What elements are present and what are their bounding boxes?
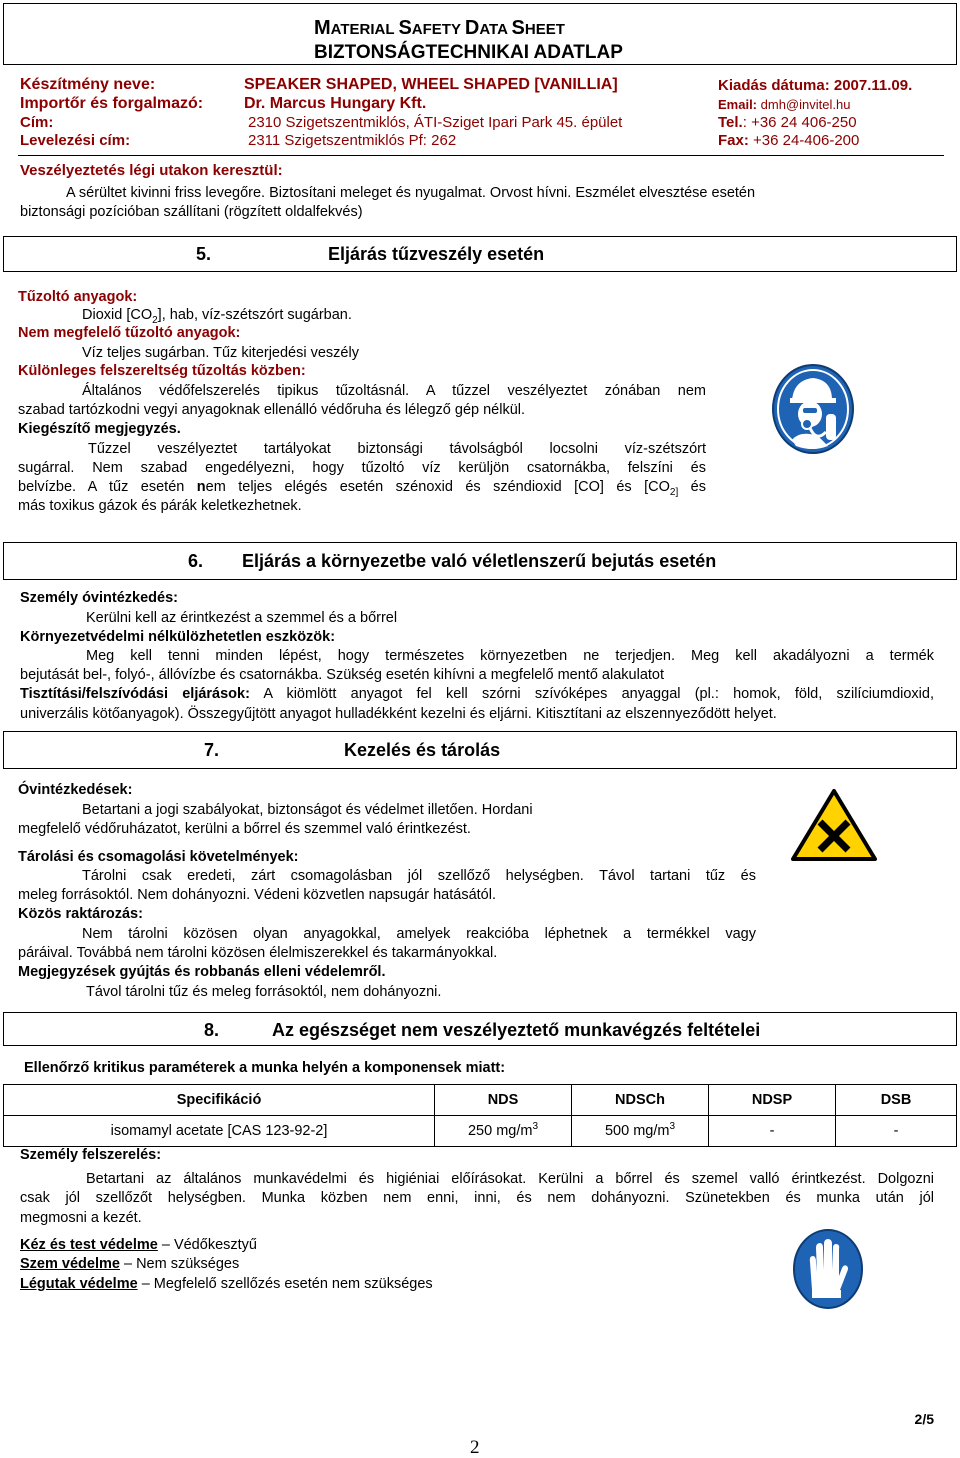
section-7-number: 7. [204, 740, 220, 760]
table-cell-ndsp: - [709, 1116, 836, 1147]
section-6-title: Eljárás a környezetbe való véletlenszerű bejutás esetén [242, 551, 717, 571]
table-header-cell: Specifikáció [4, 1085, 435, 1116]
gloves-mandatory-icon [792, 1228, 864, 1310]
document-title-box [3, 3, 957, 65]
unsuitable-text: Víz teljes sugárban. Tűz kiterjedési veszély [82, 345, 359, 361]
special-equipment-label: Különleges felszereltség tűzoltás közben: [18, 363, 306, 379]
mail-address-label: Levelezési cím: [20, 132, 131, 149]
joint-storage-text-2: páráival. Továbbá nem tárolni közösen élelmiszerekkel és takarmányokkal. [18, 945, 498, 961]
telephone: Tel.: +36 24 406-250 [718, 114, 857, 131]
product-label: Készítmény neve: [20, 76, 156, 93]
document-subtitle: BIZTONSÁGTECHNIKAI ADATLAP [314, 42, 623, 63]
footer-page-number: 2 [470, 1437, 480, 1458]
mail-address-value: 2311 Szigetszentmiklós Pf: 262 [248, 132, 457, 149]
precautions-text-2: megfelelő védőruházatot, kerülni a bőrrel és szemmel való érintkezést. [18, 821, 471, 837]
table-cell-nds: 250 $mg/m^3$ [435, 1116, 572, 1147]
table-header-cell: NDS [435, 1085, 572, 1116]
table-header-row [4, 1085, 957, 1116]
respirator-mandatory-icon [770, 362, 856, 456]
importer-label: Importőr és forgalmazó: [20, 95, 204, 112]
eye-protection: Szem védelme – Nem szükséges [20, 1256, 240, 1272]
control-parameters-label: Ellenőrző kritikus paraméterek a munka helyén a komponensek miatt: [24, 1060, 506, 1076]
respiratory-protection: Légutak védelme – Megfelelő szellőzés esetén nem szükséges [20, 1276, 433, 1292]
additional-note-text-3: belvízbe. A tűz esetén nem teljes elégés esetén szénoxid és széndioxid [CO] és [$CO_{2]}$ és [18, 479, 706, 498]
air-text-2: biztonsági pozícióban szállítani (rögzített oldalfekvés) [20, 204, 363, 220]
cleanup-text-2: univerzális kötőanyagok). Összegyűjtött anyagot hulladékként kezelni és eljárni. Kitisztítani az elszennyeződött helyet. [20, 706, 777, 722]
table-cell-ndsch: 500 $mg/m^3$ [572, 1116, 709, 1147]
air-heading: Veszélyeztetés légi utakon keresztül: [20, 162, 283, 179]
personal-equipment-text-3: megmosni a kezét. [20, 1210, 142, 1226]
special-equipment-text-2: szabad tartózkodni vegyi anyagoknak ellenálló védőruha és lélegző gép nélkül. [18, 402, 526, 418]
section-8-number: 8. [204, 1020, 220, 1040]
table-cell-dsb: - [836, 1116, 957, 1147]
joint-storage-text-1: Nem tárolni közösen olyan anyagokkal, amelyek reakcióba léphetnek a termékkel vagy [82, 926, 756, 942]
issue-date: Kiadás dátuma: 2007.11.09. [718, 77, 913, 94]
personal-precautions-label: Személy óvintézkedés: [20, 590, 178, 606]
section-5-title: Eljárás tűzveszély esetén [328, 244, 545, 264]
section-5-number: 5. [196, 244, 212, 264]
additional-note-label: Kiegészítő megjegyzés. [18, 421, 181, 437]
storage-text-2: meleg forrásoktól. Nem dohányozni. Védeni közvetlen napsugár hatásától. [18, 887, 496, 903]
special-equipment-text-1: Általános védőfelszerelés tipikus tűzoltásnál. A tűzzel veszélyeztet zónában nem [82, 383, 706, 399]
personal-equipment-label: Személy felszerelés: [20, 1147, 162, 1163]
unsuitable-label: Nem megfelelő tűzoltó anyagok: [18, 325, 241, 341]
precautions-text-1: Betartani a jogi szabályokat, biztonságot és védelmet illetően. Hordani [82, 802, 533, 818]
air-text-1: A sérültet kivinni friss levegőre. Biztosítani meleget és nyugalmat. Orvost hívni. Eszmélet elvesztése esetén [66, 185, 756, 201]
section-6-number: 6. [188, 551, 204, 571]
precautions-label: Óvintézkedések: [18, 782, 133, 798]
table-header-cell: DSB [836, 1085, 957, 1116]
section-8-title: Az egészséget nem veszélyeztető munkavégzés feltételei [272, 1020, 761, 1040]
section-8-header [3, 1012, 957, 1046]
harmful-warning-icon [790, 788, 878, 862]
section-7-title: Kezelés és tárolás [344, 740, 501, 760]
importer-value: Dr. Marcus Hungary Kft. [244, 95, 427, 112]
address-value: 2310 Szigetszentmiklós, ÁTI-Sziget Ipari Park 45. épület [248, 114, 623, 131]
section-5-header [3, 236, 957, 272]
additional-note-text-2: sugárral. Nem szabad engedélyezni, hogy tűzoltó víz kerüljön csatornákba, felszíni és [18, 460, 706, 476]
additional-note-text-4: más toxikus gázok és párák keletkezhetnek. [18, 498, 302, 514]
hand-body-protection: Kéz és test védelme – Védőkesztyű [20, 1237, 257, 1253]
fire-protection-text: Távol tárolni tűz és meleg forrásoktól, nem dohányozni. [86, 984, 442, 1000]
exposure-limits-table [3, 1084, 957, 1147]
storage-label: Tárolási és csomagolási követelmények: [18, 849, 299, 865]
cleanup-label: Tisztítási/felszívódási eljárások: [20, 686, 250, 702]
table-header-cell: NDSP [709, 1085, 836, 1116]
environmental-text-2: bejutását bel-, folyó-, állóvízbe és csatornákba. Szükség esetén kihívni a megfelelő mentő alakulatot [20, 667, 665, 683]
personal-precautions-text: Kerülni kell az érintkezést a szemmel és a bőrrel [86, 610, 398, 626]
extinguishing-label: Tűzoltó anyagok: [18, 289, 138, 305]
table-row [4, 1116, 957, 1147]
document-title: MATERIAL SAFETY DATA SHEET [314, 17, 565, 39]
extinguishing-text: Dioxid $[CO_2]$, hab, víz-szétszórt sugárban. [82, 307, 352, 326]
environmental-label: Környezetvédelmi nélkülözhetetlen eszközök: [20, 629, 336, 645]
additional-note-text-1: Tűzzel veszélyeztet tartályokat biztonsági távolságból locsolni víz-szétszórt [88, 441, 706, 457]
address-label: Cím: [20, 114, 54, 131]
storage-text-1: Tárolni csak eredeti, zárt csomagolásban jól szellőző helységben. Távol tartani tűz és [82, 868, 756, 884]
table-cell-spec: isomamyl acetate [CAS 123-92-2] [4, 1116, 435, 1147]
section-7-header [3, 731, 957, 769]
personal-equipment-text-2: csak jól szellőzőt helységben. Munka közben nem enni, inni, és nem dohányozni. Szünetekben és munka után jól [20, 1190, 934, 1206]
environmental-text-1: Meg kell tenni minden lépést, hogy természetes környezetben ne terjedjen. Meg kell akadályozni a termék [86, 648, 934, 664]
cleanup-text-1: Tisztítási/felszívódási eljárások: A kiömlött anyagot fel kell szórni szívóképes anyaggal (pl.: homok, föld, szilíciumdioxid, [20, 686, 934, 702]
section-6-header [3, 542, 957, 580]
page-number: 2/5 [914, 1411, 934, 1427]
fax: Fax: +36 24-406-200 [718, 132, 860, 149]
header-divider [18, 155, 944, 156]
table-header-cell: NDSCh [572, 1085, 709, 1116]
product-value: SPEAKER SHAPED, WHEEL SHAPED [VANILLIA] [244, 76, 618, 93]
joint-storage-label: Közös raktározás: [18, 906, 143, 922]
personal-equipment-text-1: Betartani az általános munkavédelmi és higiéniai előírásokat. Kerülni a bőrrel és szemel valló érintkezést. Dolgozni [86, 1171, 934, 1187]
fire-protection-label: Megjegyzések gyújtás és robbanás elleni védelemről. [18, 964, 386, 980]
email: Email: dmh@invitel.hu [718, 97, 851, 112]
